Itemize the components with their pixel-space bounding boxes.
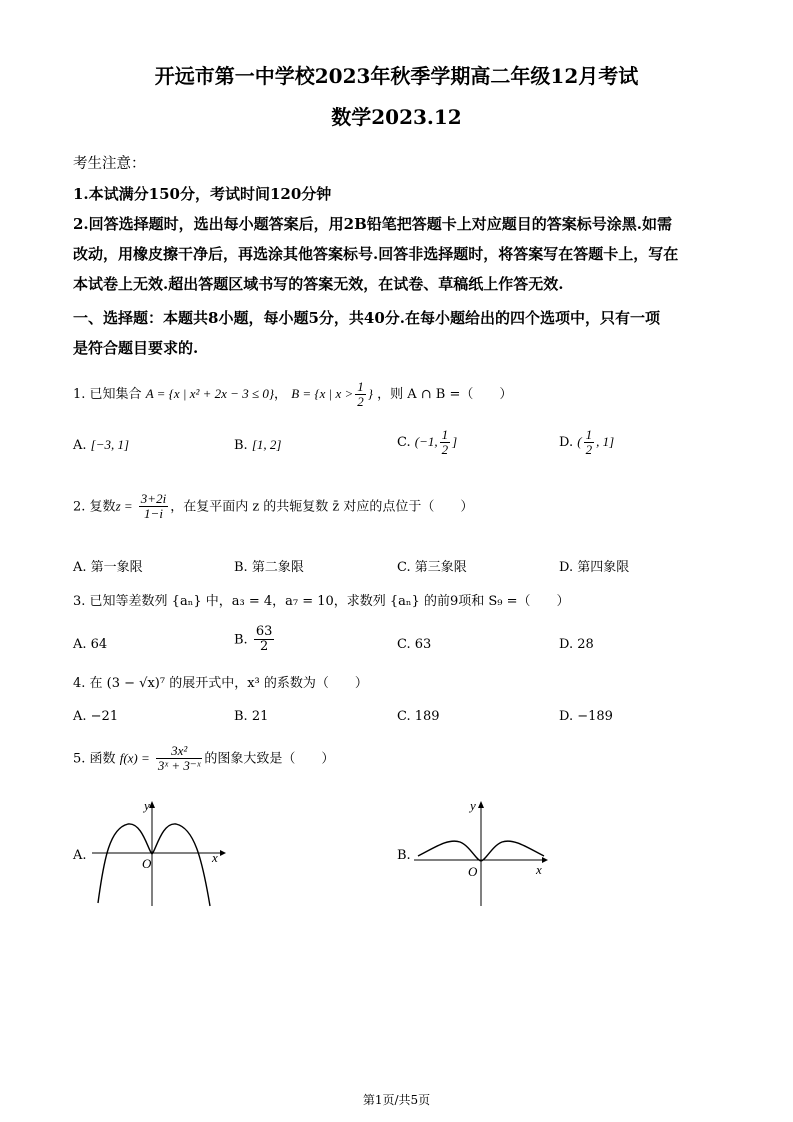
question-2	[73, 492, 473, 522]
notice-item-2-line-1: 2.回答选择题时，选出每小题答案后，用2B铅笔把答题卡上对应题目的答案标号涂黑.如需	[73, 215, 673, 233]
q4-option-c[interactable]: C. 189	[397, 709, 440, 724]
q1-option-b[interactable]: B. [1, 2]	[234, 437, 282, 453]
q4-option-b[interactable]: B. 21	[234, 709, 269, 724]
math-set-a: A = {x | x² + 2x − 3 ≤ 0}	[145, 385, 275, 401]
math-fx: f(x) =	[119, 750, 150, 766]
q3-option-b[interactable]: B. $\frac{63}{2}$	[234, 624, 273, 655]
q4-option-a[interactable]: A. −21	[73, 709, 119, 724]
origin-label: O	[468, 864, 478, 879]
origin-label: O	[142, 856, 152, 871]
page-footer: 第1页/共5页	[362, 1093, 431, 1107]
q2-option-a[interactable]: A. 第一象限	[73, 560, 143, 575]
math-fraction: $\frac{3+2i}{1-i}$	[140, 491, 167, 522]
question-number: 2.	[73, 499, 86, 515]
question-text: 复数	[89, 499, 116, 515]
axis-label-x: x	[212, 850, 218, 865]
question-number: 1.	[73, 386, 86, 402]
q2-option-b[interactable]: B. 第二象限	[234, 560, 304, 575]
question-5	[73, 744, 334, 774]
math-fraction: $\frac{\text{3x²}}{\text{3ˣ + 3⁻ˣ}}$	[157, 743, 201, 774]
section-heading-line-2: 是符合题目要求的.	[73, 339, 199, 357]
y-axis-arrow	[149, 801, 155, 808]
axis-label-y: y	[470, 798, 476, 813]
q1-option-c[interactable]: C. (−1, $\frac{1}{2}$ ]	[397, 427, 458, 458]
page-subtitle: 数学2023.12	[331, 105, 462, 129]
q3-option-a[interactable]: A. 64	[73, 637, 108, 652]
page-title: 开远市第一中学校2023年秋季学期高二年级12月考试	[154, 64, 639, 88]
q5-option-b-label[interactable]: B.	[397, 848, 411, 863]
notice-item-1: 1.本试满分150分，考试时间120分钟	[73, 185, 332, 203]
question-4	[73, 672, 368, 691]
question-text-suffix: ，在复平面内 z 的共轭复数 z̄ 对应的点位于（ ）	[170, 499, 474, 515]
question-text: 在 (3 − √x)⁷ 的展开式中，x³ 的系数为（ ）	[89, 676, 368, 691]
q2-option-c[interactable]: C. 第三象限	[397, 560, 467, 575]
q1-option-a[interactable]: A. [−3, 1]	[73, 437, 130, 453]
q3-option-d[interactable]: D. 28	[559, 637, 594, 652]
x-axis-arrow	[220, 850, 226, 856]
question-number: 4.	[73, 676, 86, 691]
q3-option-c[interactable]: C. 63	[397, 637, 432, 652]
section-heading-line-1: 一、选择题：本题共8小题，每小题5分，共40分.在每小题给出的四个选项中，只有一项	[73, 309, 660, 327]
question-text-suffix: 的图象大致是（ ）	[204, 751, 335, 767]
question-3	[73, 590, 570, 609]
q1-option-d[interactable]: D. ( $\frac{1}{2}$ , 1]	[559, 427, 615, 458]
q5-option-b-graph[interactable]	[414, 798, 554, 908]
question-text-suffix: ，则 A ∩ B =（ ）	[377, 386, 513, 402]
axis-label-y: y	[144, 798, 150, 813]
notice-item-2-line-3: 本试卷上无效.超出答题区域书写的答案无效，在试卷、草稿纸上作答无效.	[73, 275, 564, 293]
math-set-b: B = {x | x > $\frac{1}{2}$ }	[291, 379, 373, 410]
question-text: 函数	[89, 751, 116, 767]
punctuation: ，	[274, 386, 288, 402]
math-z: z =	[115, 498, 133, 514]
question-text: 已知等差数列 {aₙ} 中，a₃ = 4，a₇ = 10，求数列 {aₙ} 的前9项和 S₉ =（ ）	[89, 594, 570, 609]
question-number: 3.	[73, 594, 86, 609]
y-axis-arrow	[478, 801, 484, 808]
notice-item-2-line-2: 改动，用橡皮擦干净后，再选涂其他答案标号.回答非选择题时，将答案写在答题卡上，写在	[73, 245, 679, 263]
notice-heading: 考生注意：	[73, 156, 146, 172]
question-1	[73, 380, 512, 410]
q5-option-a-graph[interactable]	[92, 798, 232, 908]
curve	[98, 824, 210, 906]
q5-option-a-label[interactable]: A.	[73, 848, 87, 863]
axis-label-x: x	[536, 862, 542, 877]
question-text: 已知集合	[89, 386, 142, 402]
q4-option-d[interactable]: D. −189	[559, 709, 613, 724]
q2-option-d[interactable]: D. 第四象限	[559, 560, 630, 575]
x-axis-arrow	[542, 857, 548, 863]
question-number: 5.	[73, 751, 86, 767]
